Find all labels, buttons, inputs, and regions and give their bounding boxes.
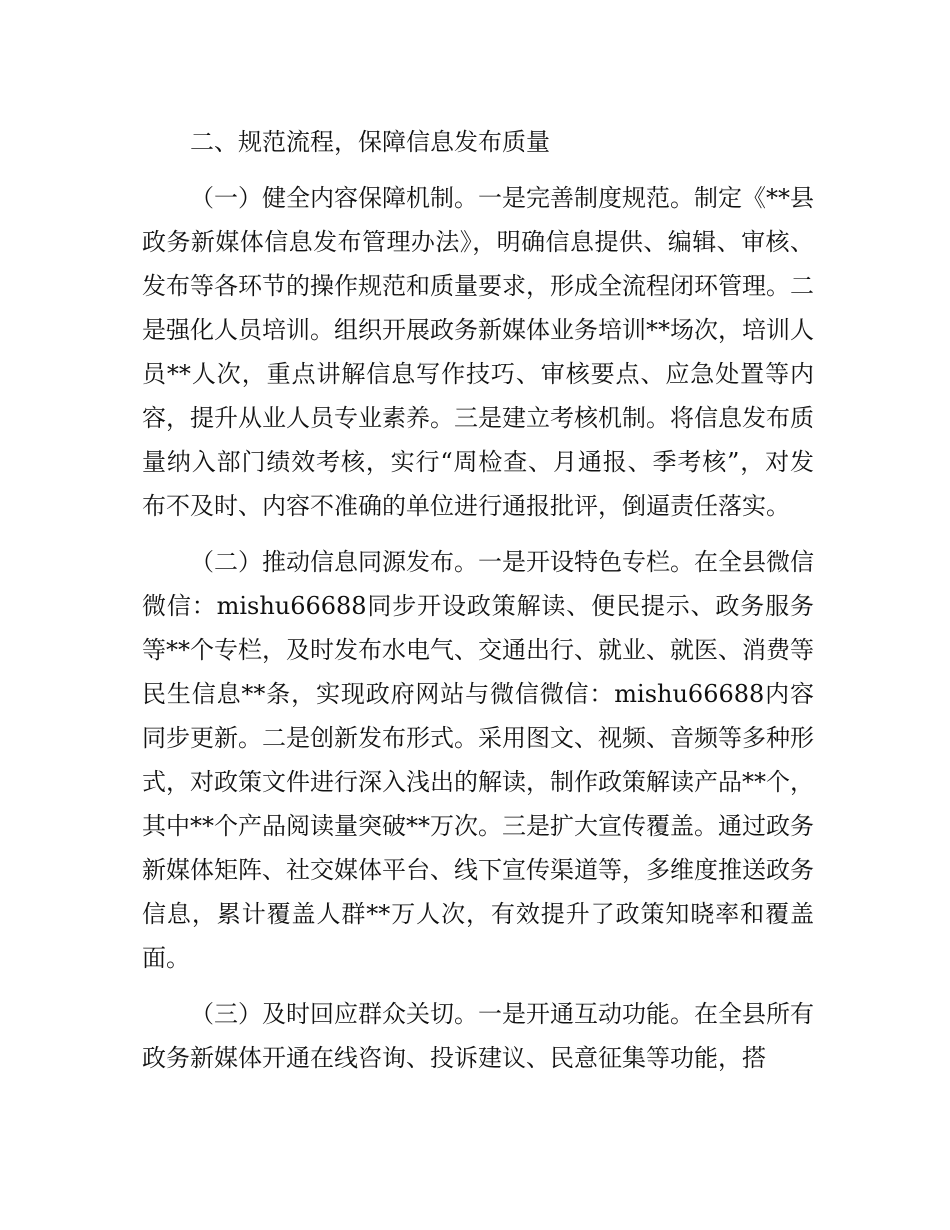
paragraph-content-guarantee: （一）健全内容保障机制。一是完善制度规范。制定《**县政务新媒体信息发布管理办法》，明确信息提供、编辑、审核、发布等各环节的操作规范和质量要求，形成全流程闭环管理。二是强化人员培训。组织开展政务新媒体业务培训**场次，培训人员**人次，重点讲解信息写作技巧、审核要点、应急处置等内容，提升从业人员专业素养。三是建立考核机制。将信息发布质量纳入部门绩效考核，实行“周检查、月通报、季考核”，对发布不及时、内容不准确的单位进行通报批评，倒逼责任落实。	[142, 184, 814, 520]
paragraph-public-response: （三）及时回应群众关切。一是开通互动功能。在全县所有政务新媒体开通在线咨询、投诉建议、民意征集等功能，搭	[142, 1000, 814, 1072]
section-heading: 二、规范流程，保障信息发布质量	[190, 128, 550, 156]
paragraph-same-source-release: （二）推动信息同源发布。一是开设特色专栏。在全县微信微信：mishu66688同步开设政策解读、便民提示、政务服务等**个专栏，及时发布水电气、交通出行、就业、就医、消费等民生信息**条，实现政府网站与微信微信：mishu66688内容同步更新。二是创新发布形式。采用图文、视频、音频等多种形式，对政策文件进行深入浅出的解读，制作政策解读产品**个，其中**个产品阅读量突破**万次。三是扩大宣传覆盖。通过政务新媒体矩阵、社交媒体平台、线下宣传渠道等，多维度推送政务信息，累计覆盖人群**万人次，有效提升了政策知晓率和覆盖面。	[142, 548, 814, 972]
document-body	[142, 120, 814, 1080]
